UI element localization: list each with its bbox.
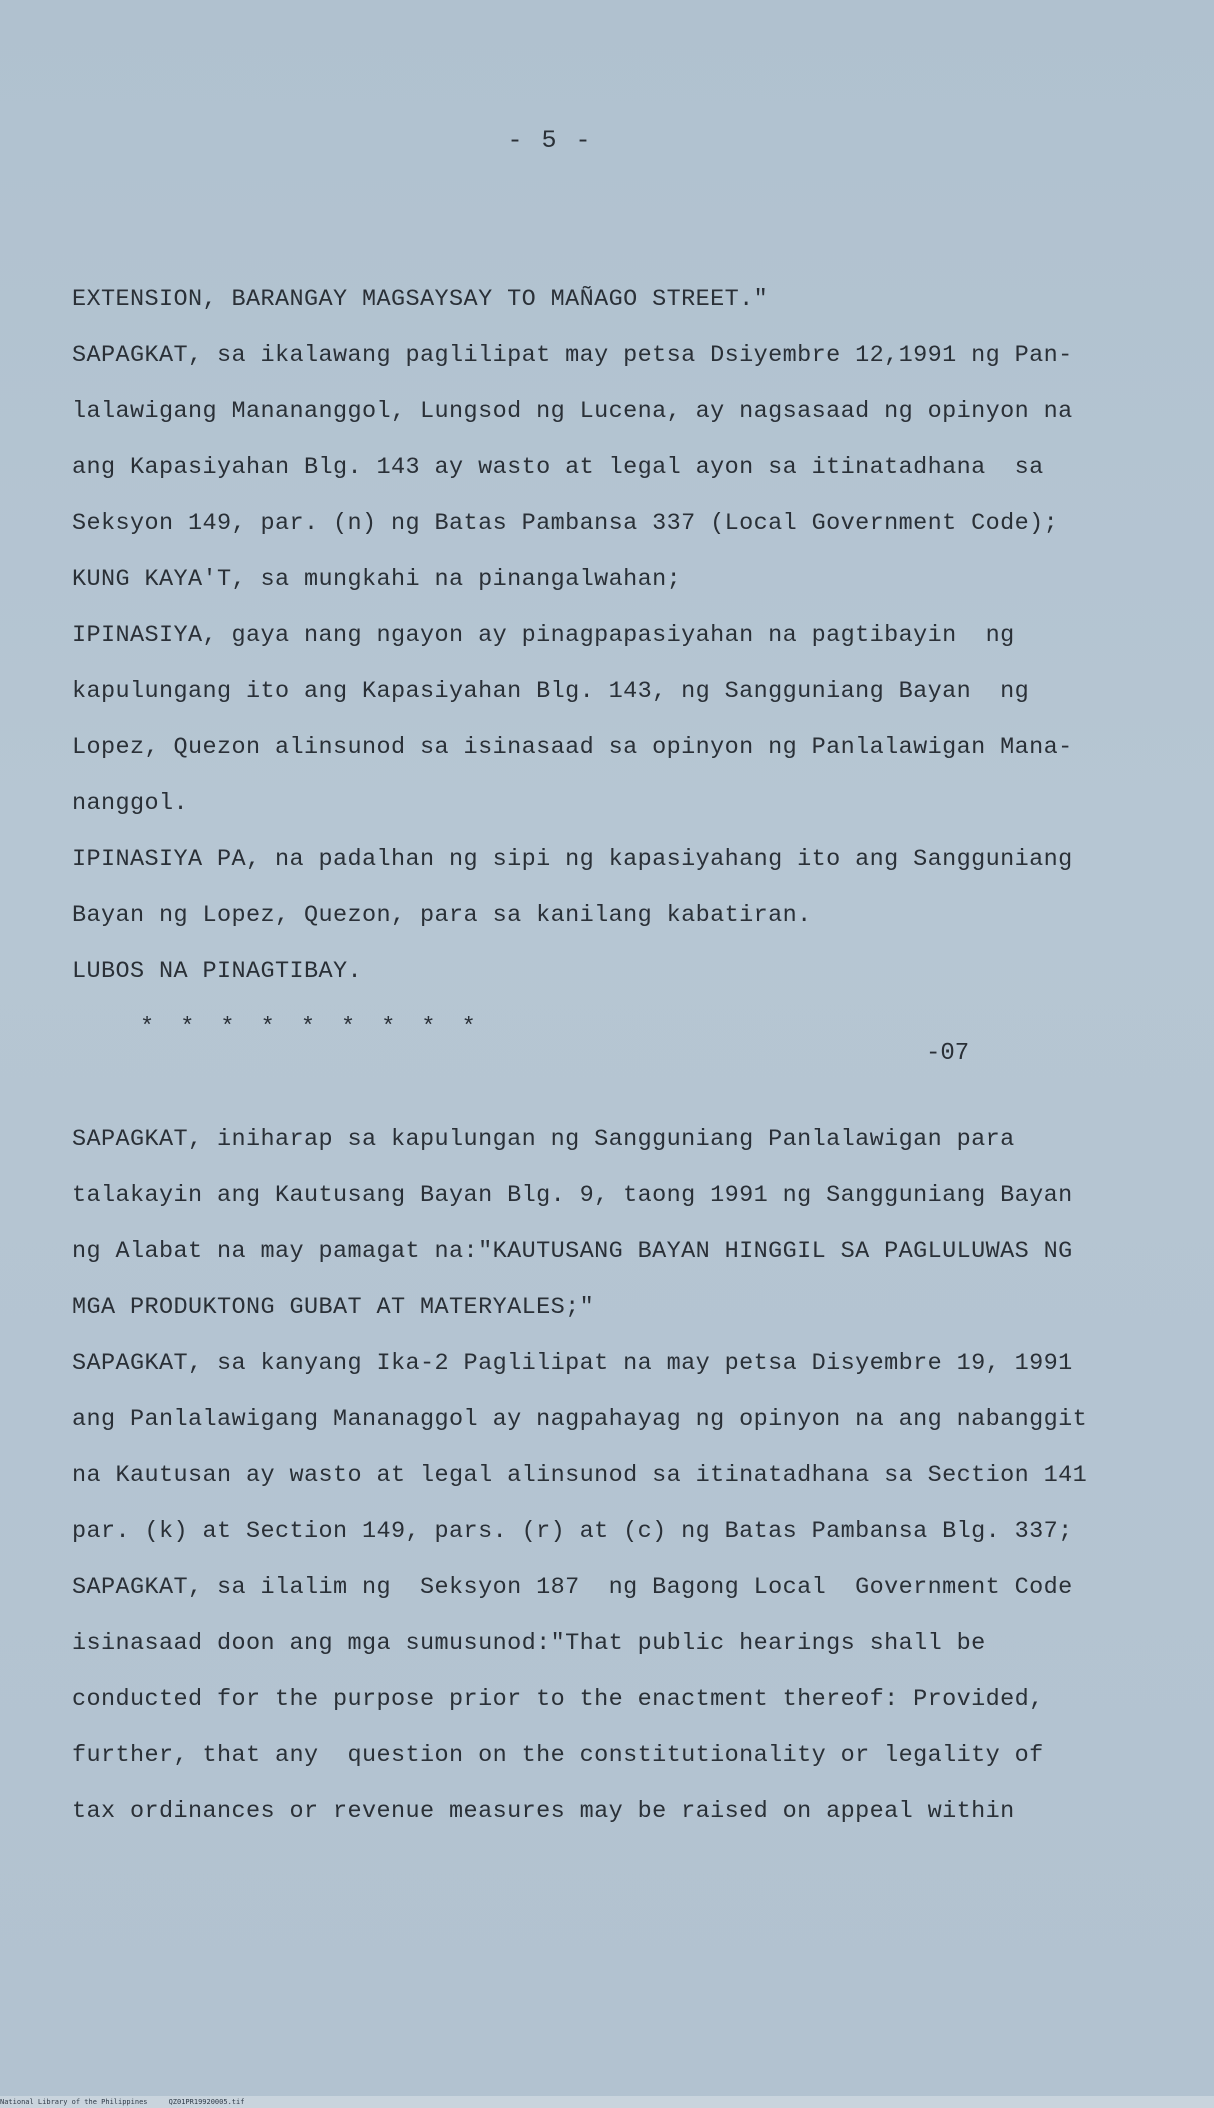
- text-line: MGA PRODUKTONG GUBAT AT MATERYALES;": [72, 1294, 595, 1321]
- text-line: LUBOS NA PINAGTIBAY.: [72, 958, 363, 985]
- text-line: SAPAGKAT, sa kanyang Ika-2 Paglilipat na may petsa Disyembre 19, 1991: [72, 1350, 1073, 1377]
- text-line: SAPAGKAT, iniharap sa kapulungan ng Sangguniang Panlalawigan para: [72, 1126, 1015, 1153]
- reference-number: -07: [926, 1040, 970, 1067]
- section-separator: * * * * * * * * *: [140, 1014, 482, 1041]
- document-body: [72, 272, 1088, 1840]
- text-line: IPINASIYA PA, na padalhan ng sipi ng kapasiyahang ito ang Sangguniang: [72, 846, 1073, 873]
- text-line: Lopez, Quezon alinsunod sa isinasaad sa opinyon ng Panlalawigan Mana-: [72, 734, 1073, 761]
- text-line: SAPAGKAT, sa ikalawang paglilipat may petsa Dsiyembre 12,1991 ng Pan-: [72, 342, 1073, 369]
- page-number: - 5 -: [507, 126, 593, 155]
- text-line: Seksyon 149, par. (n) ng Batas Pambansa 337 (Local Government Code);: [72, 510, 1059, 537]
- text-line: tax ordinances or revenue measures may be raised on appeal within: [72, 1798, 1015, 1825]
- text-line: KUNG KAYA'T, sa mungkahi na pinangalwahan;: [72, 566, 682, 593]
- text-line: EXTENSION, BARANGAY MAGSAYSAY TO MAÑAGO STREET.": [72, 286, 769, 313]
- text-line: na Kautusan ay wasto at legal alinsunod sa itinatadhana sa Section 141: [72, 1462, 1088, 1489]
- text-line: ng Alabat na may pamagat na:"KAUTUSANG BAYAN HINGGIL SA PAGLULUWAS NG: [72, 1238, 1073, 1265]
- text-line: ang Panlalawigang Mananaggol ay nagpahayag ng opinyon na ang nabanggit: [72, 1406, 1088, 1433]
- text-line: lalawigang Manananggol, Lungsod ng Lucena, ay nagsasaad ng opinyon na: [72, 398, 1073, 425]
- text-line: talakayin ang Kautusang Bayan Blg. 9, taong 1991 ng Sangguniang Bayan: [72, 1182, 1073, 1209]
- text-line: ang Kapasiyahan Blg. 143 ay wasto at legal ayon sa itinatadhana sa: [72, 454, 1044, 481]
- text-line: further, that any question on the constitutionality or legality of: [72, 1742, 1044, 1769]
- scan-footer: National Library of the Philippines QZ01PR19920005.tif: [0, 2098, 245, 2106]
- text-line: par. (k) at Section 149, pars. (r) at (c) ng Batas Pambansa Blg. 337;: [72, 1518, 1073, 1545]
- spacer-line: [72, 1056, 1072, 1112]
- text-line: SAPAGKAT, sa ilalim ng Seksyon 187 ng Bagong Local Government Code: [72, 1574, 1073, 1601]
- text-line: kapulungang ito ang Kapasiyahan Blg. 143, ng Sangguniang Bayan ng: [72, 678, 1030, 705]
- text-line: conducted for the purpose prior to the enactment thereof: Provided,: [72, 1686, 1044, 1713]
- text-line: Bayan ng Lopez, Quezon, para sa kanilang kabatiran.: [72, 902, 812, 929]
- text-line: isinasaad doon ang mga sumusunod:"That public hearings shall be: [72, 1630, 986, 1657]
- text-line: IPINASIYA, gaya nang ngayon ay pinagpapasiyahan na pagtibayin ng: [72, 622, 1015, 649]
- text-line: nanggol.: [72, 790, 189, 817]
